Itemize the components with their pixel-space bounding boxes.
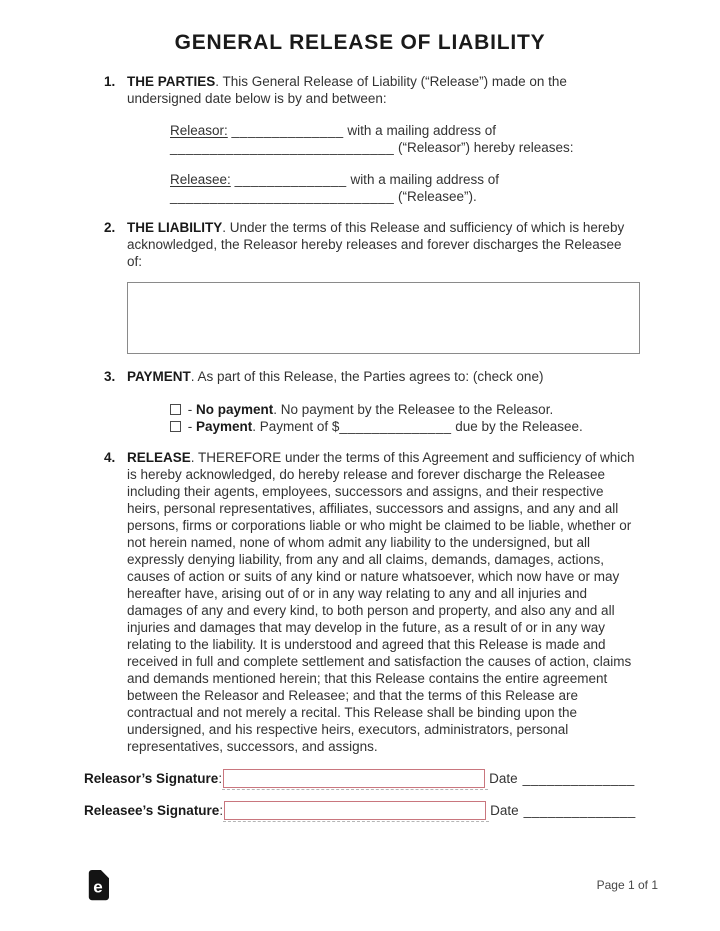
eforms-logo-icon — [88, 869, 110, 901]
releasor-after-address-text: (“Releasor”) hereby releases: — [394, 140, 574, 155]
releasee-block — [170, 171, 640, 205]
colon: : — [218, 771, 223, 786]
releasee-name-field[interactable]: ______________ — [234, 172, 347, 187]
releasee-label: Releasee: — [170, 172, 231, 187]
payment-option — [170, 418, 640, 435]
releasor-address-field[interactable]: ____________________________ — [170, 140, 395, 155]
releasee-after-name-text: with a mailing address of — [346, 172, 500, 187]
section-number: 3. — [104, 369, 116, 384]
option-text: . Payment of $ — [252, 419, 340, 434]
payment-options — [170, 401, 640, 435]
releasee-after-address-text: (“Releasee”). — [394, 189, 477, 204]
releasor-label: Releasor: — [170, 123, 228, 138]
no-payment-option — [170, 401, 640, 418]
section-number: 4. — [104, 450, 116, 465]
releasee-signature-row — [84, 801, 640, 820]
page-title: GENERAL RELEASE OF LIABILITY — [174, 31, 546, 54]
releasor-signature-row — [84, 769, 640, 788]
payment-checkbox[interactable] — [170, 421, 181, 432]
colon: : — [219, 803, 224, 818]
signature-area — [84, 769, 640, 820]
no-payment-checkbox[interactable] — [170, 404, 181, 415]
section-text: . THEREFORE under the terms of this Agreement and sufficiency of which is hereby acknowledged, do hereby release and forever discharge the Releasee including their agents, employees, successors and assigns, and their respective heirs, personal representatives, affiliates, successors and assigns, and any and all persons, firms or corporations liable or who might be claimed to be liable, whether or not herein named, none of whom admit any liability to the undersigned, but all expressly denying liability, from any and all claims, demands, damages, actions, causes of action or suits of any kind or nature whatsoever, which now have or may hereafter have, arising out of or in any way relating to any and all injuries and damages of any and every kind, to both person and property, and also any and all injuries and damages that may develop in the future, as a result of or in any way relating to the liability. It is understood and agreed that this Release is made and received in full and complete settlement and satisfaction the causes of action, claims and demands mentioned herein; that this Release contains the entire agreement between the Releasor and Releasee; and that the terms of this Release are contractual and not merely a recital. This Release shall be binding upon the undersigned, and his respective heirs, executors, administrators, personal representatives, successors, and assigns. — [127, 450, 635, 754]
section-text: . This General Release of Liability (“Release”) made on the undersigned date below is by and between: — [127, 74, 567, 106]
option-text: . No payment by the Releasee to the Releasor. — [273, 402, 554, 417]
logo-letter: e — [93, 877, 103, 897]
releasee-address-field[interactable]: ____________________________ — [170, 189, 395, 204]
page-indicator: Page 1 of 1 — [596, 878, 658, 892]
date-label: Date — [489, 771, 518, 786]
releasee-signature-label: Releasee’s Signature — [84, 803, 220, 818]
page-footer — [88, 869, 658, 901]
section-parties — [104, 73, 640, 205]
releasor-name-field[interactable]: ______________ — [231, 123, 344, 138]
releasor-signature-label: Releasor’s Signature — [84, 771, 219, 786]
releasor-signature-field[interactable] — [223, 769, 485, 788]
releasee-signature-field[interactable] — [224, 801, 486, 820]
section-number: 2. — [104, 220, 116, 235]
releasor-block — [170, 122, 640, 156]
option-label: No payment — [196, 402, 274, 417]
section-heading: PAYMENT — [127, 369, 191, 384]
option-label: Payment — [196, 419, 253, 434]
section-liability — [104, 219, 640, 354]
section-heading: THE LIABILITY — [127, 220, 223, 235]
section-number: 1. — [104, 74, 116, 89]
section-heading: RELEASE — [127, 450, 191, 465]
section-payment — [104, 368, 640, 435]
section-release — [104, 449, 640, 755]
document-body — [104, 73, 640, 755]
section-heading: THE PARTIES — [127, 74, 216, 89]
option-dash: - — [187, 402, 197, 417]
releasor-after-name-text: with a mailing address of — [343, 123, 496, 138]
option-dash: - — [187, 419, 197, 434]
liability-description-field[interactable] — [127, 282, 640, 354]
section-text: . Under the terms of this Release and sufficiency of which is hereby acknowledged, the Releasor hereby releases and forever discharges the Releasee of: — [127, 220, 625, 269]
date-label: Date — [490, 803, 519, 818]
releasor-date-field[interactable]: ______________ — [522, 771, 635, 786]
releasee-date-field[interactable]: ______________ — [523, 803, 636, 818]
section-text: . As part of this Release, the Parties agrees to: (check one) — [190, 369, 544, 384]
payment-amount-field[interactable]: ______________ — [339, 419, 452, 434]
option-text: due by the Releasee. — [451, 419, 583, 434]
